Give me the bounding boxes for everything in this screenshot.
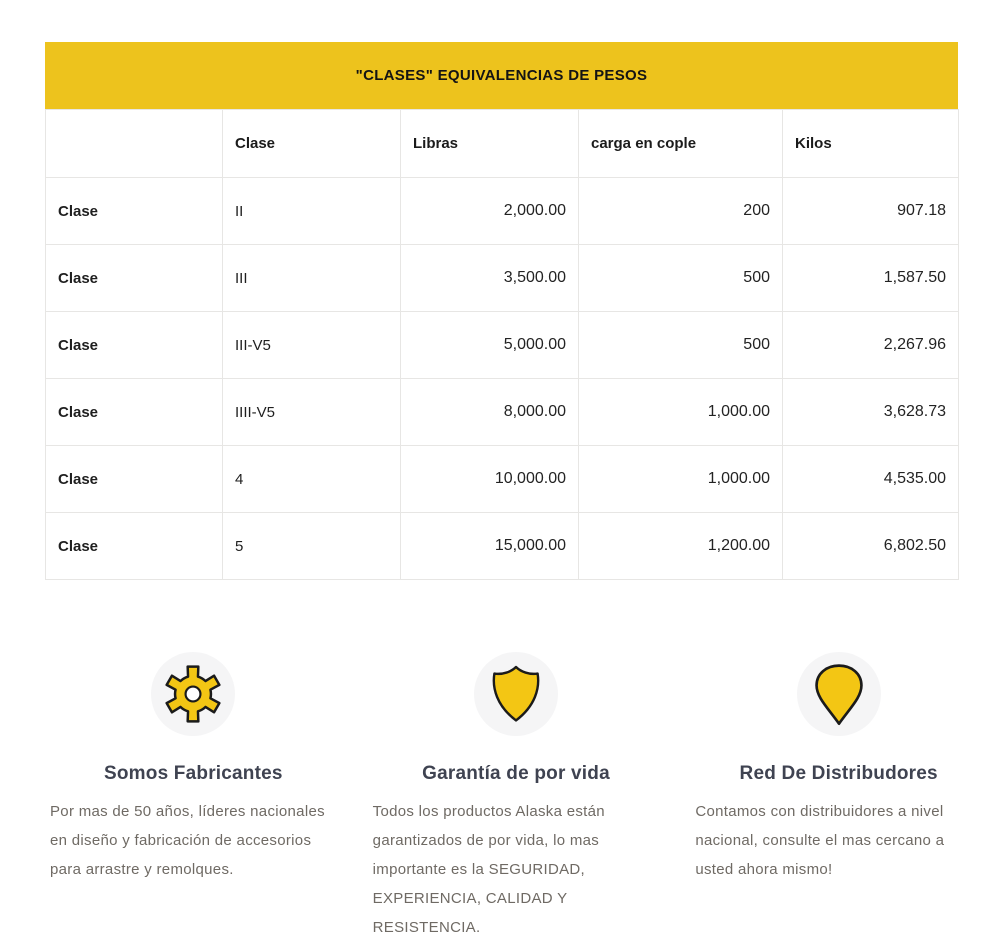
table-header-row: [46, 110, 959, 178]
cell-kilos: 2,267.96: [783, 312, 959, 379]
cell-libras: 8,000.00: [401, 379, 579, 446]
cell-clase: 4: [223, 446, 401, 513]
table-row: [46, 245, 959, 312]
table-title-banner: [45, 42, 958, 109]
column-header-empty: [46, 110, 223, 178]
icon-circle: [474, 652, 558, 736]
cell-row-label: Clase: [46, 446, 223, 513]
cell-carga: 1,200.00: [579, 513, 783, 580]
cell-carga: 1,000.00: [579, 446, 783, 513]
table-row: [46, 513, 959, 580]
cell-carga: 1,000.00: [579, 379, 783, 446]
table-row: [46, 178, 959, 245]
cell-kilos: 1,587.50: [783, 245, 959, 312]
cell-clase: II: [223, 178, 401, 245]
feature-somos-fabricantes: [32, 652, 355, 942]
icon-circle: [797, 652, 881, 736]
column-header-kilos: Kilos: [783, 110, 959, 178]
column-header-clase: Clase: [223, 110, 401, 178]
cell-kilos: 6,802.50: [783, 513, 959, 580]
cell-row-label: Clase: [46, 178, 223, 245]
equivalences-table: [45, 109, 959, 580]
cell-kilos: 907.18: [783, 178, 959, 245]
gear-icon: [162, 663, 224, 725]
cell-clase: IIII-V5: [223, 379, 401, 446]
cell-row-label: Clase: [46, 513, 223, 580]
cell-row-label: Clase: [46, 245, 223, 312]
cell-libras: 10,000.00: [401, 446, 579, 513]
feature-title: Red De Distribudores: [739, 763, 938, 784]
cell-carga: 200: [579, 178, 783, 245]
table-row: [46, 379, 959, 446]
cell-clase: 5: [223, 513, 401, 580]
icon-circle: [151, 652, 235, 736]
cell-kilos: 4,535.00: [783, 446, 959, 513]
cell-libras: 2,000.00: [401, 178, 579, 245]
feature-description: Contamos con distribuidores a nivel nacional, consulte el mas cercano a usted ahora mismo!: [695, 803, 945, 878]
features-section: [32, 652, 1000, 942]
cell-clase: III-V5: [223, 312, 401, 379]
shield-icon: [486, 664, 546, 724]
feature-title: Somos Fabricantes: [103, 763, 283, 784]
cell-clase: III: [223, 245, 401, 312]
column-header-libras: Libras: [401, 110, 579, 178]
table-row: [46, 446, 959, 513]
cell-libras: 3,500.00: [401, 245, 579, 312]
cell-libras: 5,000.00: [401, 312, 579, 379]
cell-row-label: Clase: [46, 379, 223, 446]
cell-row-label: Clase: [46, 312, 223, 379]
feature-title: Garantía de por vida: [422, 763, 610, 784]
cell-carga: 500: [579, 245, 783, 312]
cell-libras: 15,000.00: [401, 513, 579, 580]
feature-description: Por mas de 50 años, líderes nacionales en diseño y fabricación de accesorios para arrastre y remolques.: [50, 803, 325, 878]
table-title: "CLASES" EQUIVALENCIAS DE PESOS: [355, 67, 648, 84]
weights-table-section: [45, 42, 958, 580]
column-header-carga: carga en cople: [579, 110, 783, 178]
feature-distribuidores: [677, 652, 1000, 942]
table-row: [46, 312, 959, 379]
feature-description: Todos los productos Alaska están garantizados de por vida, lo mas importante es la SEGURIDAD, EXPERIENCIA, CALIDAD Y RESISTENCIA.: [372, 803, 605, 936]
cell-carga: 500: [579, 312, 783, 379]
feature-garantia: [355, 652, 678, 942]
cell-kilos: 3,628.73: [783, 379, 959, 446]
pin-icon: [806, 661, 872, 727]
